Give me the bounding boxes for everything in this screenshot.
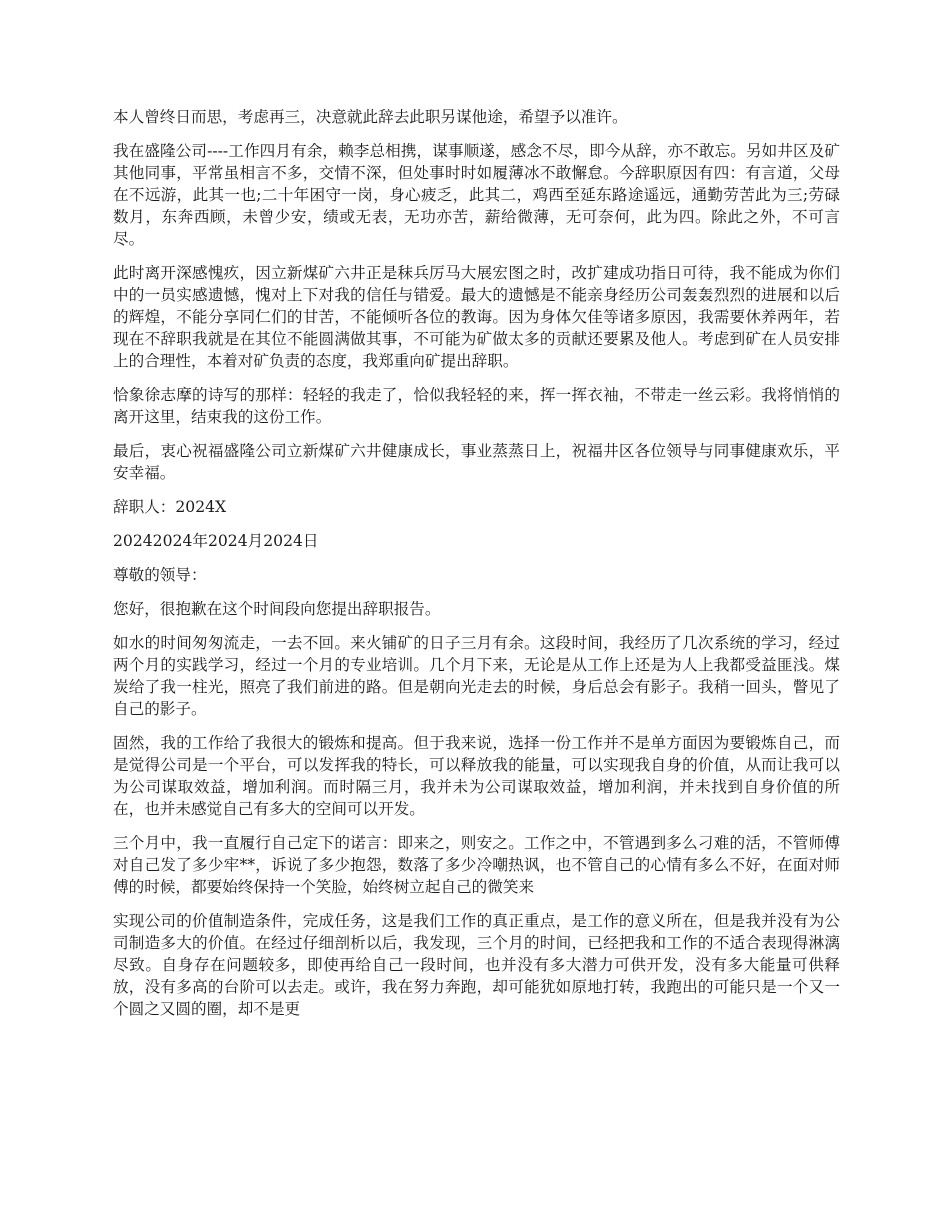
paragraph-promise: 三个月中，我一直履行自己定下的诺言：即来之，则安之。工作之中，不管遇到多么刁难的活，不管师傅对自己发了多少牢**，诉说了多少抱怨，数落了多少冷嘲热讽，也不管自己的心情有多么不好，在面对师傅的时候，都要始终保持一个笑脸，始终树立起自己的微笑来: [113, 834, 840, 896]
paragraph-poem: 恰象徐志摩的诗写的那样：轻轻的我走了，恰似我轻轻的来，挥一挥衣袖，不带走一丝云彩。我将悄悄的离开这里，结束我的这份工作。: [113, 386, 840, 426]
paragraph-greeting: 您好，很抱歉在这个时间段向您提出辞职报告。: [113, 600, 441, 618]
paragraph-regret: 此时离开深感愧疚，因立新煤矿六井正是秣兵厉马大展宏图之时，改扩建成功指日可待，我不能成为你们中的一员实感遗憾，愧对上下对我的信任与错爱。最大的遗憾是不能亲身经历公司轰轰烈烈的进展和以后的辉煌，不能分享同仁们的甘苦，不能倾听各位的教诲。因为身体欠佳等诸多原因，我需要休养两年，若现在不辞职我就是在其位不能圆满做其事，不可能为矿做太多的贡献还要累及他人。考虑到矿在人员安排上的合理性，本着对矿负责的态度，我郑重向矿提出辞职。: [113, 264, 840, 370]
paragraph-blessing: 最后，衷心祝福盛隆公司立新煤矿六井健康成长，事业蒸蒸日上，祝福井区各位领导与同事健康欢乐，平安幸福。: [113, 442, 840, 482]
paragraph-self-analysis: 实现公司的价值制造条件，完成任务，这是我们工作的真正重点，是工作的意义所在，但是我并没有为公司制造多大的价值。在经过仔细剖析以后，我发现，三个月的时间，已经把我和工作的不适合表现得淋漓尽致。自身存在问题较多，即使再给自己一段时间，也并没有多大潜力可供开发，没有多大能量可供释放，没有多高的台阶可以去走。或许，我在努力奔跑，却可能犹如原地打转，我跑出的可能只是一个又一个圆之又圆的圈，却不是更: [113, 912, 840, 1018]
signature-line: 辞职人：2024X: [113, 498, 227, 516]
paragraph-reasons: 我在盛隆公司----工作四月有余，赖李总相携，谋事顺遂，感念不尽，即今从辞，亦不敢忘。另如井区及矿其他同事，平常虽相言不多，交情不深，但处事时时如履薄冰不敢懈怠。今辞职原因有四：有言道，父母在不远游，此其一也;二十年困守一岗，身心疲乏，此其二，鸡西至延东路途遥远，通勤劳苦此为三;劳碌数月，东奔西顾，未曾少安，绩或无表，无功亦苦，薪给微薄，无可奈何，此为四。除此之外，不可言尽。: [113, 142, 840, 248]
paragraph-work-value: 固然，我的工作给了我很大的锻炼和提高。但于我来说，选择一份工作并不是单方面因为要锻炼自己，而是觉得公司是一个平台，可以发挥我的特长，可以释放我的能量，可以实现我自身的价值，从而让我可以为公司谋取效益，增加利润。而时隔三月，我并未为公司谋取效益，增加利润，并未找到自身价值的所在，也并未感觉自己有多大的空间可以开发。: [113, 734, 840, 818]
salutation: 尊敬的领导：: [113, 566, 207, 584]
date-line: 20242024年2024月2024日: [113, 532, 319, 550]
document-body: [113, 106, 840, 1032]
paragraph-resolution: 本人曾终日而思，考虑再三，决意就此辞去此职另谋他途，希望予以准许。: [113, 108, 628, 126]
paragraph-time-passing: 如水的时间匆匆流走，一去不回。来火铺矿的日子三月有余。这段时间，我经历了几次系统的学习，经过两个月的实践学习，经过一个月的专业培训。几个月下来，无论是从工作上还是为人上我都受益匪浅。煤炭给了我一柱光，照亮了我们前进的路。但是朝向光走去的时候，身后总会有影子。我稍一回头，瞥见了自己的影子。: [113, 634, 840, 718]
